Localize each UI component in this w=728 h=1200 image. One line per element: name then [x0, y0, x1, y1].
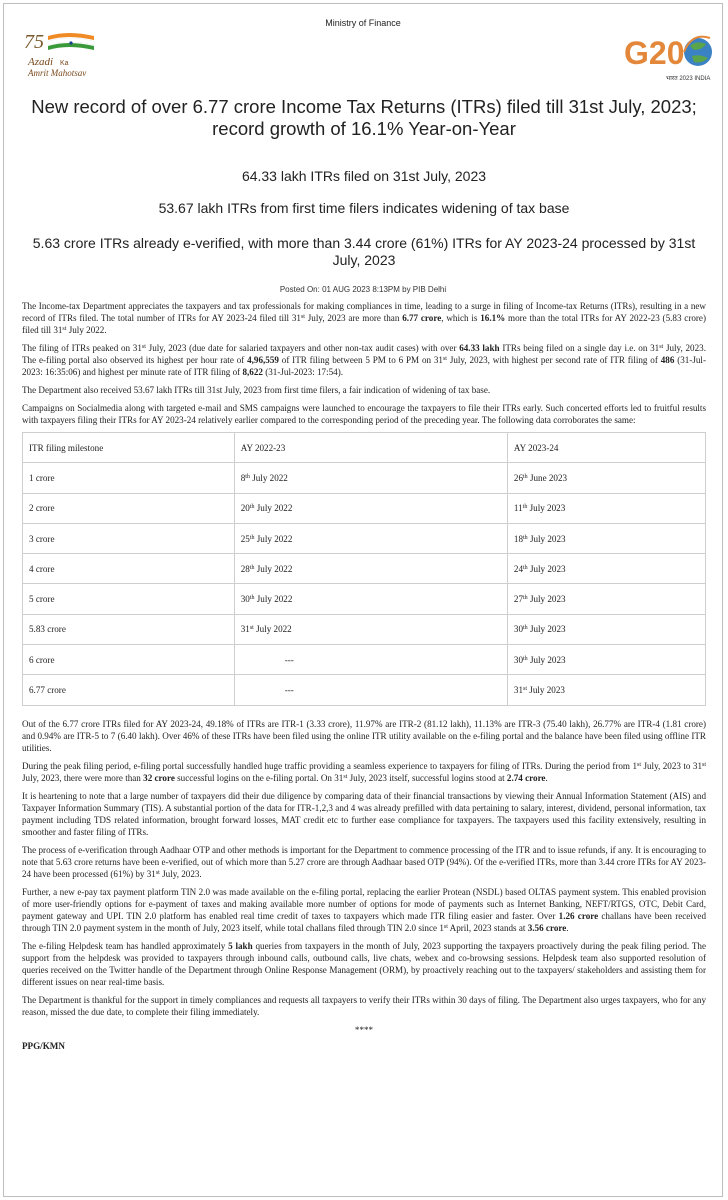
paragraph-9: Further, a new e-pay tax payment platform TIN 2.0 was made available on the e-filing portal, replacing the earlier Protean (NSDL) based OLTAS payment system. This enabled provision of more user-friendly options for e-payment of taxes and making available more number of options for mode of payments such as Internet Banking, NEFT/RTGS, OTC, Debit Card, payment gateway and UPI. TIN 2.0 platform has enabled real time credit of taxes to taxpayers which made ITR filing easier and faster. Over 1.26 crore challans have been received through TIN 2.0 payment system in the month of July, 2023 itself, while total challans filed through TIN 2.0 since 1st April, 2023 stands at 3.56 crore.	[22, 886, 706, 933]
table-row	[23, 584, 706, 614]
milestone-cell: 5.83 crore	[23, 614, 235, 644]
subheadline-1: 64.33 lakh ITRs filed on 31st July, 2023	[241, 168, 487, 184]
signature: PPG/KMN	[22, 1040, 65, 1051]
table-row	[23, 614, 706, 644]
logo-text-azadi: Azadi	[28, 56, 54, 68]
logo-text-ka: Ka	[60, 60, 69, 67]
press-release-page	[3, 3, 723, 1197]
paragraph-5: Out of the 6.77 crore ITRs filed for AY 2023-24, 49.18% of ITRs are ITR-1 (3.33 crore), 11.97% are ITR-2 (81.12 lakh), 11.13% are ITR-3 (75.40 lakh), 26.77% are ITR-4 (1.81 crore) and 0.94% are ITR-5 to 7 (6.40 lakh). Over 46% of these ITRs have been filed using the online ITR utility available on the e-filing portal and the balance have been filed using offline ITR utilities.	[22, 718, 706, 753]
milestone-cell: 5 crore	[23, 584, 235, 614]
table-row	[23, 523, 706, 553]
ay-2023-24-cell: 11th July 2023	[507, 493, 705, 523]
table-header-milestone: ITR filing milestone	[23, 433, 235, 463]
logo-text-g20-tag: भारत 2023 INDIA	[666, 76, 711, 82]
milestone-cell: 4 crore	[23, 554, 235, 584]
paragraph-7: It is heartening to note that a large number of taxpayers did their due diligence by comparing data of their financial transactions by viewing their Annual Information Statement (AIS) and Taxpayer Information Summary (TIS). A substantial portion of the data for ITR-1,2,3 and 4 was already prefilled with data pertaining to salary, interest, dividend, personal information, tax payment including TDS related information, brought forward losses, MAT credit etc to further ease compliance for taxpayers. The taxpayers used this facility extensively, resulting in smoother and faster filing of ITRs.	[22, 790, 706, 837]
table-header-ay-2023-24: AY 2023-24	[507, 433, 705, 463]
logo-text-g20: G20	[624, 35, 685, 71]
ay-2022-23-cell: 31st July 2022	[234, 614, 507, 644]
subheadline-3: 5.63 crore ITRs already e-verified, with more than 3.44 crore (61%) ITRs for AY 2023-24 processed by 31st July, 2023	[32, 235, 696, 268]
table-row	[23, 463, 706, 493]
milestone-cell: 1 crore	[23, 463, 235, 493]
subheadline-2: 53.67 lakh ITRs from first time filers indicates widening of tax base	[158, 200, 570, 216]
table-row	[23, 554, 706, 584]
headline: New record of over 6.77 crore Income Tax Returns (ITRs) filed till 31st July, 2023; record growth of 16.1% Year-on-Year	[31, 96, 697, 139]
ay-2022-23-cell: 30th July 2022	[234, 584, 507, 614]
table-header-ay-2022-23: AY 2022-23	[234, 433, 507, 463]
paragraph-11: The Department is thankful for the support in timely compliances and requests all taxpayers to verify their ITRs within 30 days of filing. The Department also urges taxpayers, who for any reason, missed the due date, to complete their filing immediately.	[22, 994, 706, 1017]
ay-2023-24-cell: 27th July 2023	[507, 584, 705, 614]
paragraph-4: Campaigns on Socialmedia along with targeted e-mail and SMS campaigns were launched to encourage the taxpayers to file their ITRs early. Such concerted efforts led to fruitful results with taxpayers filing their ITRs for AY 2023-24 relatively earlier compared to the corresponding period of the preceding year. The following data corroborates the same:	[22, 403, 706, 425]
ay-2022-23-cell: 8th July 2022	[234, 463, 507, 493]
logo-text-amrit-mahotsav: Amrit Mahotsav	[28, 68, 87, 78]
ay-2022-23-cell: ---	[234, 645, 507, 675]
paragraph-3: The Department also received 53.67 lakh ITRs till 31st July, 2023 from first time filers, a fair indication of widening of tax base.	[22, 385, 491, 395]
paragraph-10: The e-filing Helpdesk team has handled approximately 5 lakh queries from taxpayers in the month of July, 2023 supporting the taxpayers proactively during the peak filing period. The support from the helpdesk was provided to taxpayers through inbound calls, outbound calls, live chats, webex and co-browsing sessions. Helpdesk team also supported resolution of queries received on the Twitter handle of the Department through Online Response Management (ORM), by proactively reaching out to the taxpayers/ stakeholders and assisting them for different issues on near real-time basis.	[22, 940, 706, 987]
itr-milestone-table	[22, 432, 706, 706]
g20-india-logo	[622, 28, 720, 86]
ay-2023-24-cell: 24th July 2023	[507, 554, 705, 584]
ay-2023-24-cell: 30th July 2023	[507, 614, 705, 644]
article-body	[22, 300, 706, 1052]
table-row	[23, 675, 706, 705]
posted-on: Posted On: 01 AUG 2023 8:13PM by PIB Delhi	[279, 285, 447, 294]
azadi-ka-amrit-mahotsav-logo	[22, 28, 104, 82]
ministry-name: Ministry of Finance	[325, 18, 401, 28]
milestone-cell: 3 crore	[23, 523, 235, 553]
paragraph-8: The process of e-verification through Aadhaar OTP and other methods is important for the Department to commence processing of the ITR and to issue refunds, if any. It is encouraging to note that 5.63 crore returns have been e-verified, out of which more than 5.27 crore are through Aadhaar based OTP (94%). Of the e-verified ITRs, more than 3.44 crore ITRs for AY 2023-24 have been processed (61%) by 31st July, 2023.	[22, 844, 706, 879]
table-row	[23, 493, 706, 523]
svg-text:75: 75	[24, 31, 44, 53]
ay-2022-23-cell: 28th July 2022	[234, 554, 507, 584]
paragraph-6: During the peak filing period, e-filing portal successfully handled huge traffic providing a seamless experience to taxpayers for filing of ITRs. During the period from 1st July, 2023 to 31st July, 2023, there were more than 32 crore successful logins on the e-filing portal. On 31st July, 2023 itself, successful logins stood at 2.74 crore.	[22, 760, 707, 783]
paragraph-1: The Income-tax Department appreciates the taxpayers and tax professionals for making compliances in time, leading to a surge in filing of Income-tax Returns (ITRs), resulting in a new record of ITRs filed. The total number of ITRs for AY 2023-24 filed till 31st July, 2023 are more than 6.77 crore, which is 16.1% more than the total ITRs for AY 2022-23 (5.83 crore) filed till 31st July 2022.	[22, 301, 706, 335]
table-row	[23, 645, 706, 675]
ay-2022-23-cell: ---	[234, 675, 507, 705]
ay-2022-23-cell: 25th July 2022	[234, 523, 507, 553]
ay-2023-24-cell: 18th July 2023	[507, 523, 705, 553]
paragraph-2: The filing of ITRs peaked on 31st July, 2023 (due date for salaried taxpayers and other non-tax audit cases) with over 64.33 lakh ITRs being filed on a single day i.e. on 31st July, 2023. The e-filing portal also observed its highest per hour rate of 4,96,559 of ITR filing between 5 PM to 6 PM on 31st July, 2023, with highest per second rate of ITR filing of 486 (31-Jul-2023: 16:35:06) and highest per minute rate of ITR filing of 8,622 (31-Jul-2023: 17:54).	[22, 343, 706, 377]
table-header-row	[23, 433, 706, 463]
milestone-cell: 2 crore	[23, 493, 235, 523]
milestone-cell: 6 crore	[23, 645, 235, 675]
ay-2022-23-cell: 20th July 2022	[234, 493, 507, 523]
ay-2023-24-cell: 30th July 2023	[507, 645, 705, 675]
end-stars: ****	[354, 1024, 374, 1035]
ay-2023-24-cell: 31st July 2023	[507, 675, 705, 705]
milestone-cell: 6.77 crore	[23, 675, 235, 705]
ay-2023-24-cell: 26th June 2023	[507, 463, 705, 493]
